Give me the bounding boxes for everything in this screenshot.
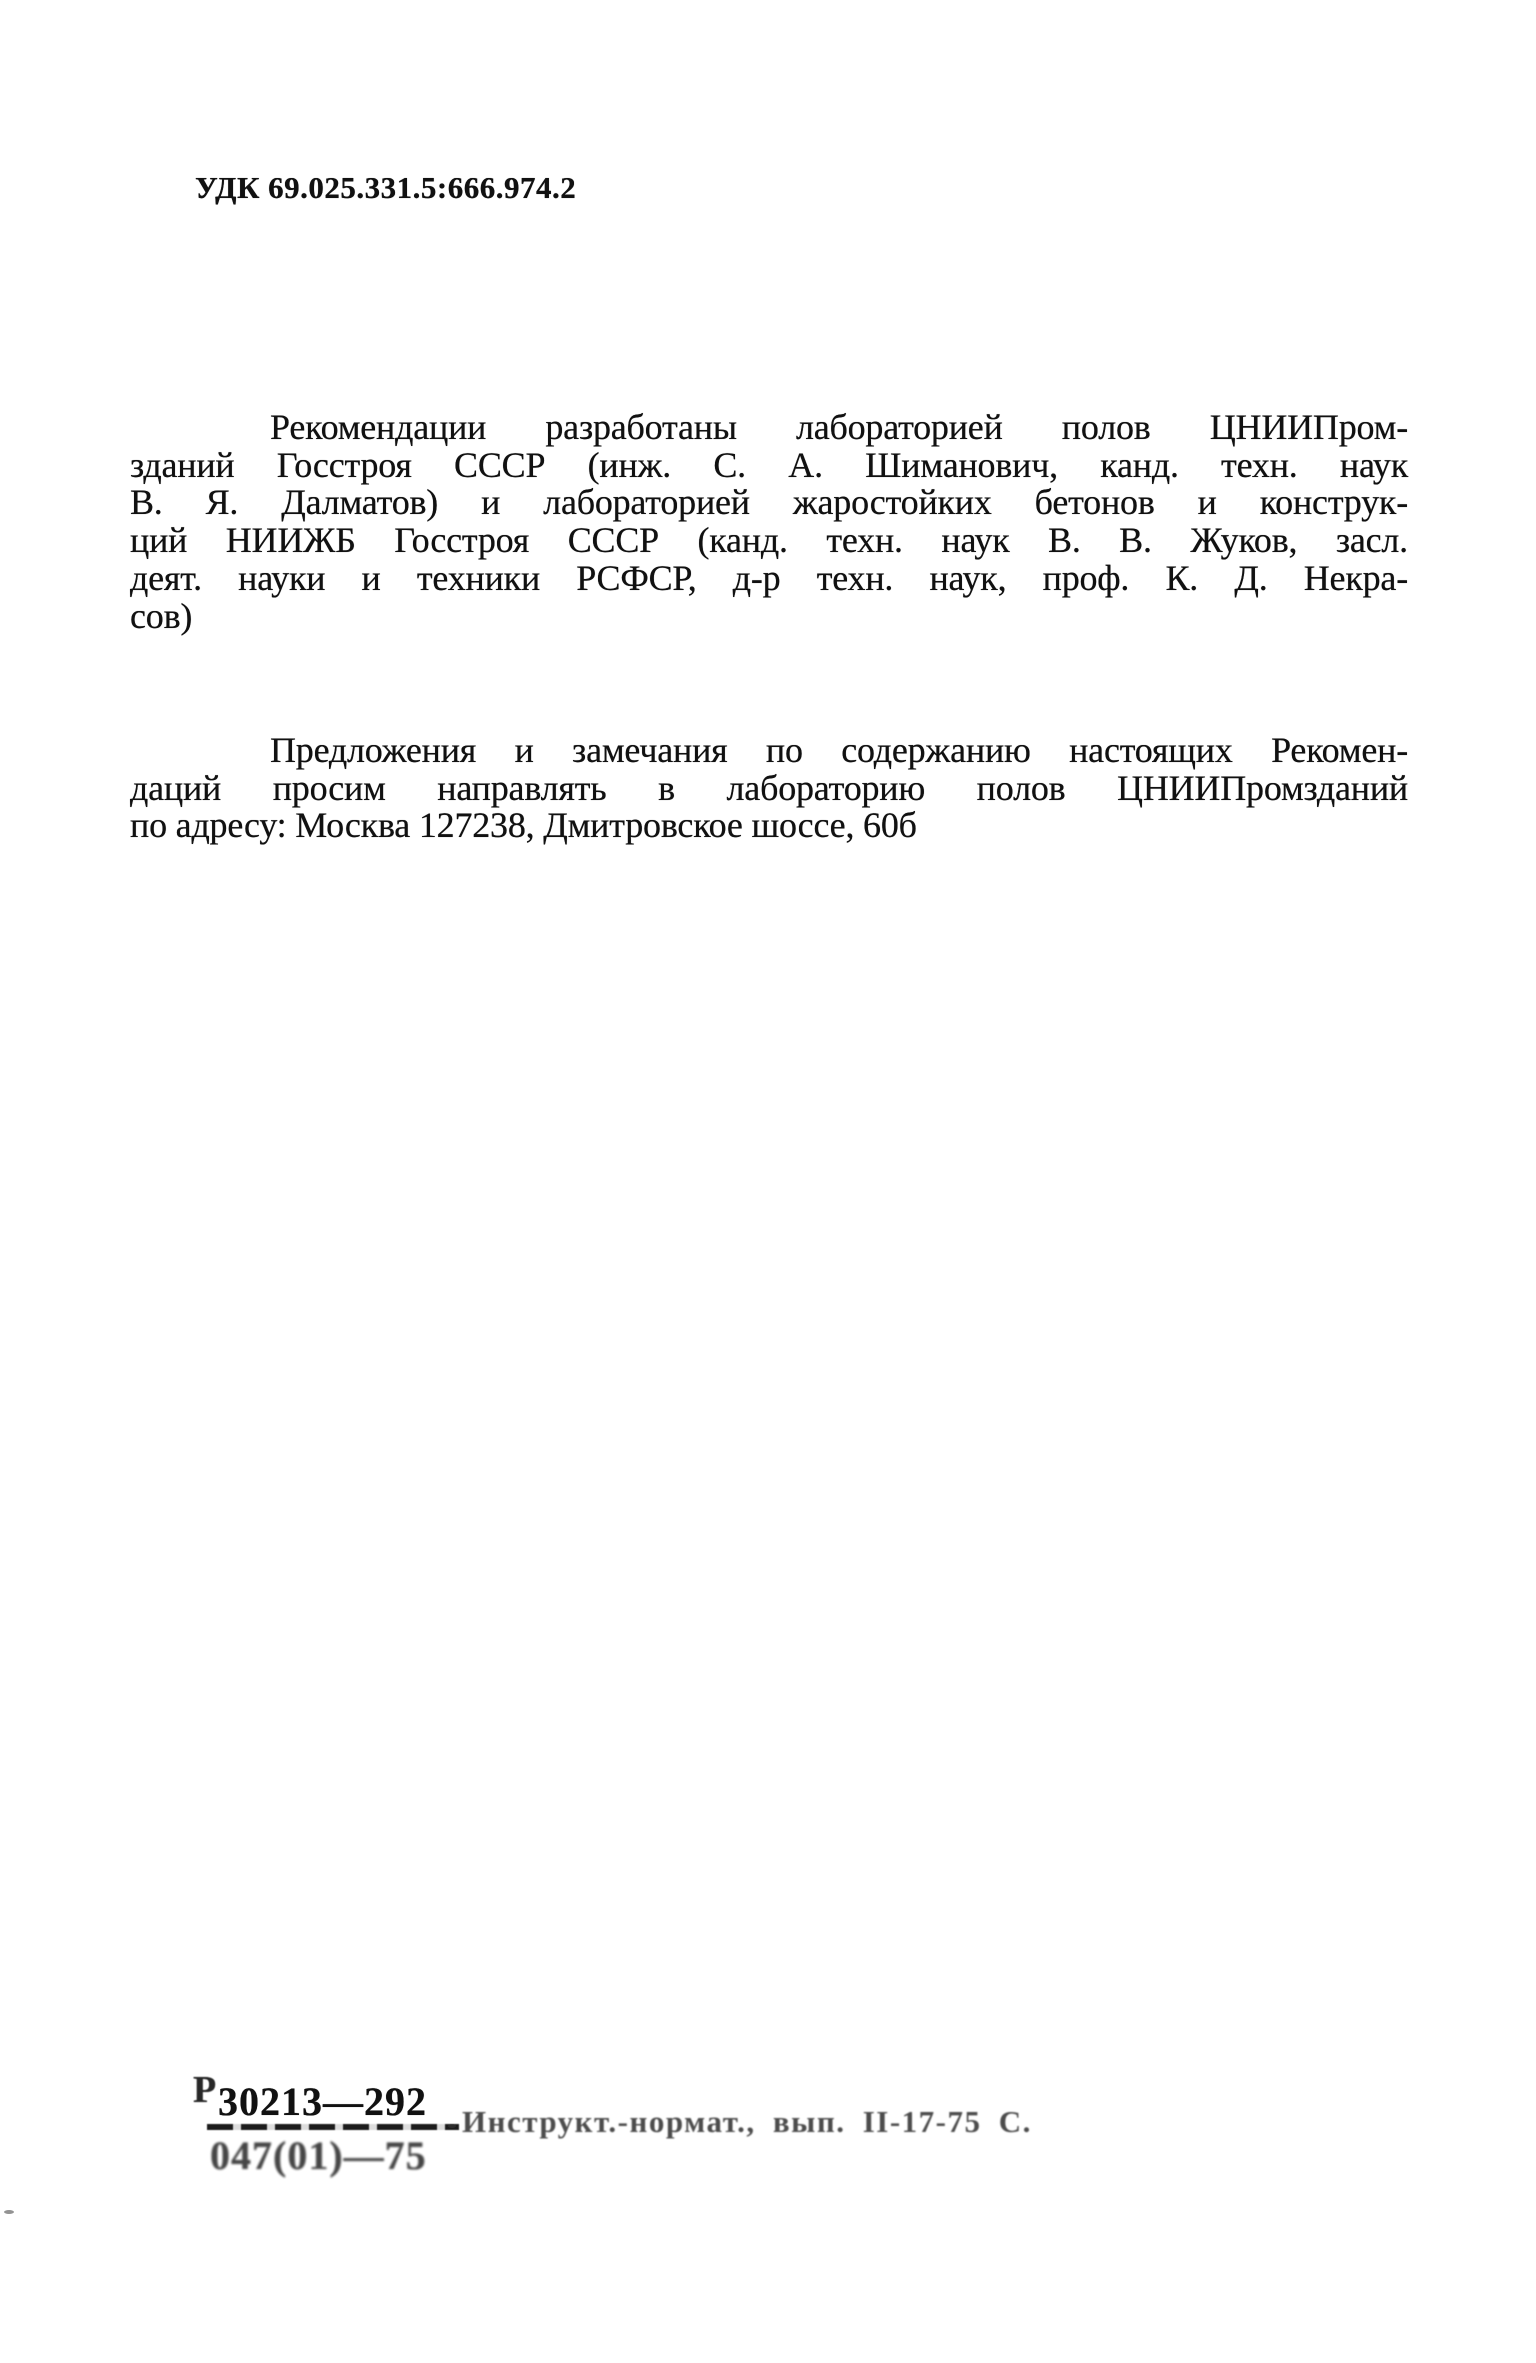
- authors-paragraph: [130, 409, 1408, 635]
- text-line: В. Я. Далматов) и лабораторией жаростойких бетонов и конструк-: [130, 482, 1408, 523]
- fraction-bar: [207, 2124, 459, 2130]
- scan-artifact: [448, 2124, 456, 2128]
- publication-code-numerator: 30213—292: [218, 2079, 427, 2124]
- feedback-paragraph: [130, 732, 1408, 845]
- publication-code-denominator: 047(01)—75: [210, 2133, 427, 2178]
- text-line: по адресу: Москва 127238, Дмитровское шоссе, 60б: [130, 805, 917, 846]
- scan-artifact: [4, 2210, 14, 2214]
- series-letter: Р: [193, 2069, 217, 2111]
- text-line: зданий Госстроя СССР (инж. С. А. Шиманович, канд. техн. наук: [130, 444, 1408, 485]
- text-line: Рекомендации разработаны лабораторией полов ЦНИИПром-: [270, 407, 1408, 447]
- udc-classification-line: УДК 69.025.331.5:666.974.2: [195, 170, 577, 205]
- text-line: Предложения и замечания по содержанию настоящих Рекомен-: [270, 730, 1408, 770]
- text-line: ций НИИЖБ Госстроя СССР (канд. техн. наук В. В. Жуков, засл.: [130, 520, 1408, 561]
- imprint-note: Инструкт.-нормат., вып. II-17-75 С.: [462, 2104, 1032, 2139]
- text-line: сов): [130, 595, 193, 636]
- text-line: деят. науки и техники РСФСР, д-р техн. наук, проф. К. Д. Некра-: [130, 557, 1408, 598]
- text-line: даций просим направлять в лабораторию полов ЦНИИПромзданий: [130, 767, 1408, 808]
